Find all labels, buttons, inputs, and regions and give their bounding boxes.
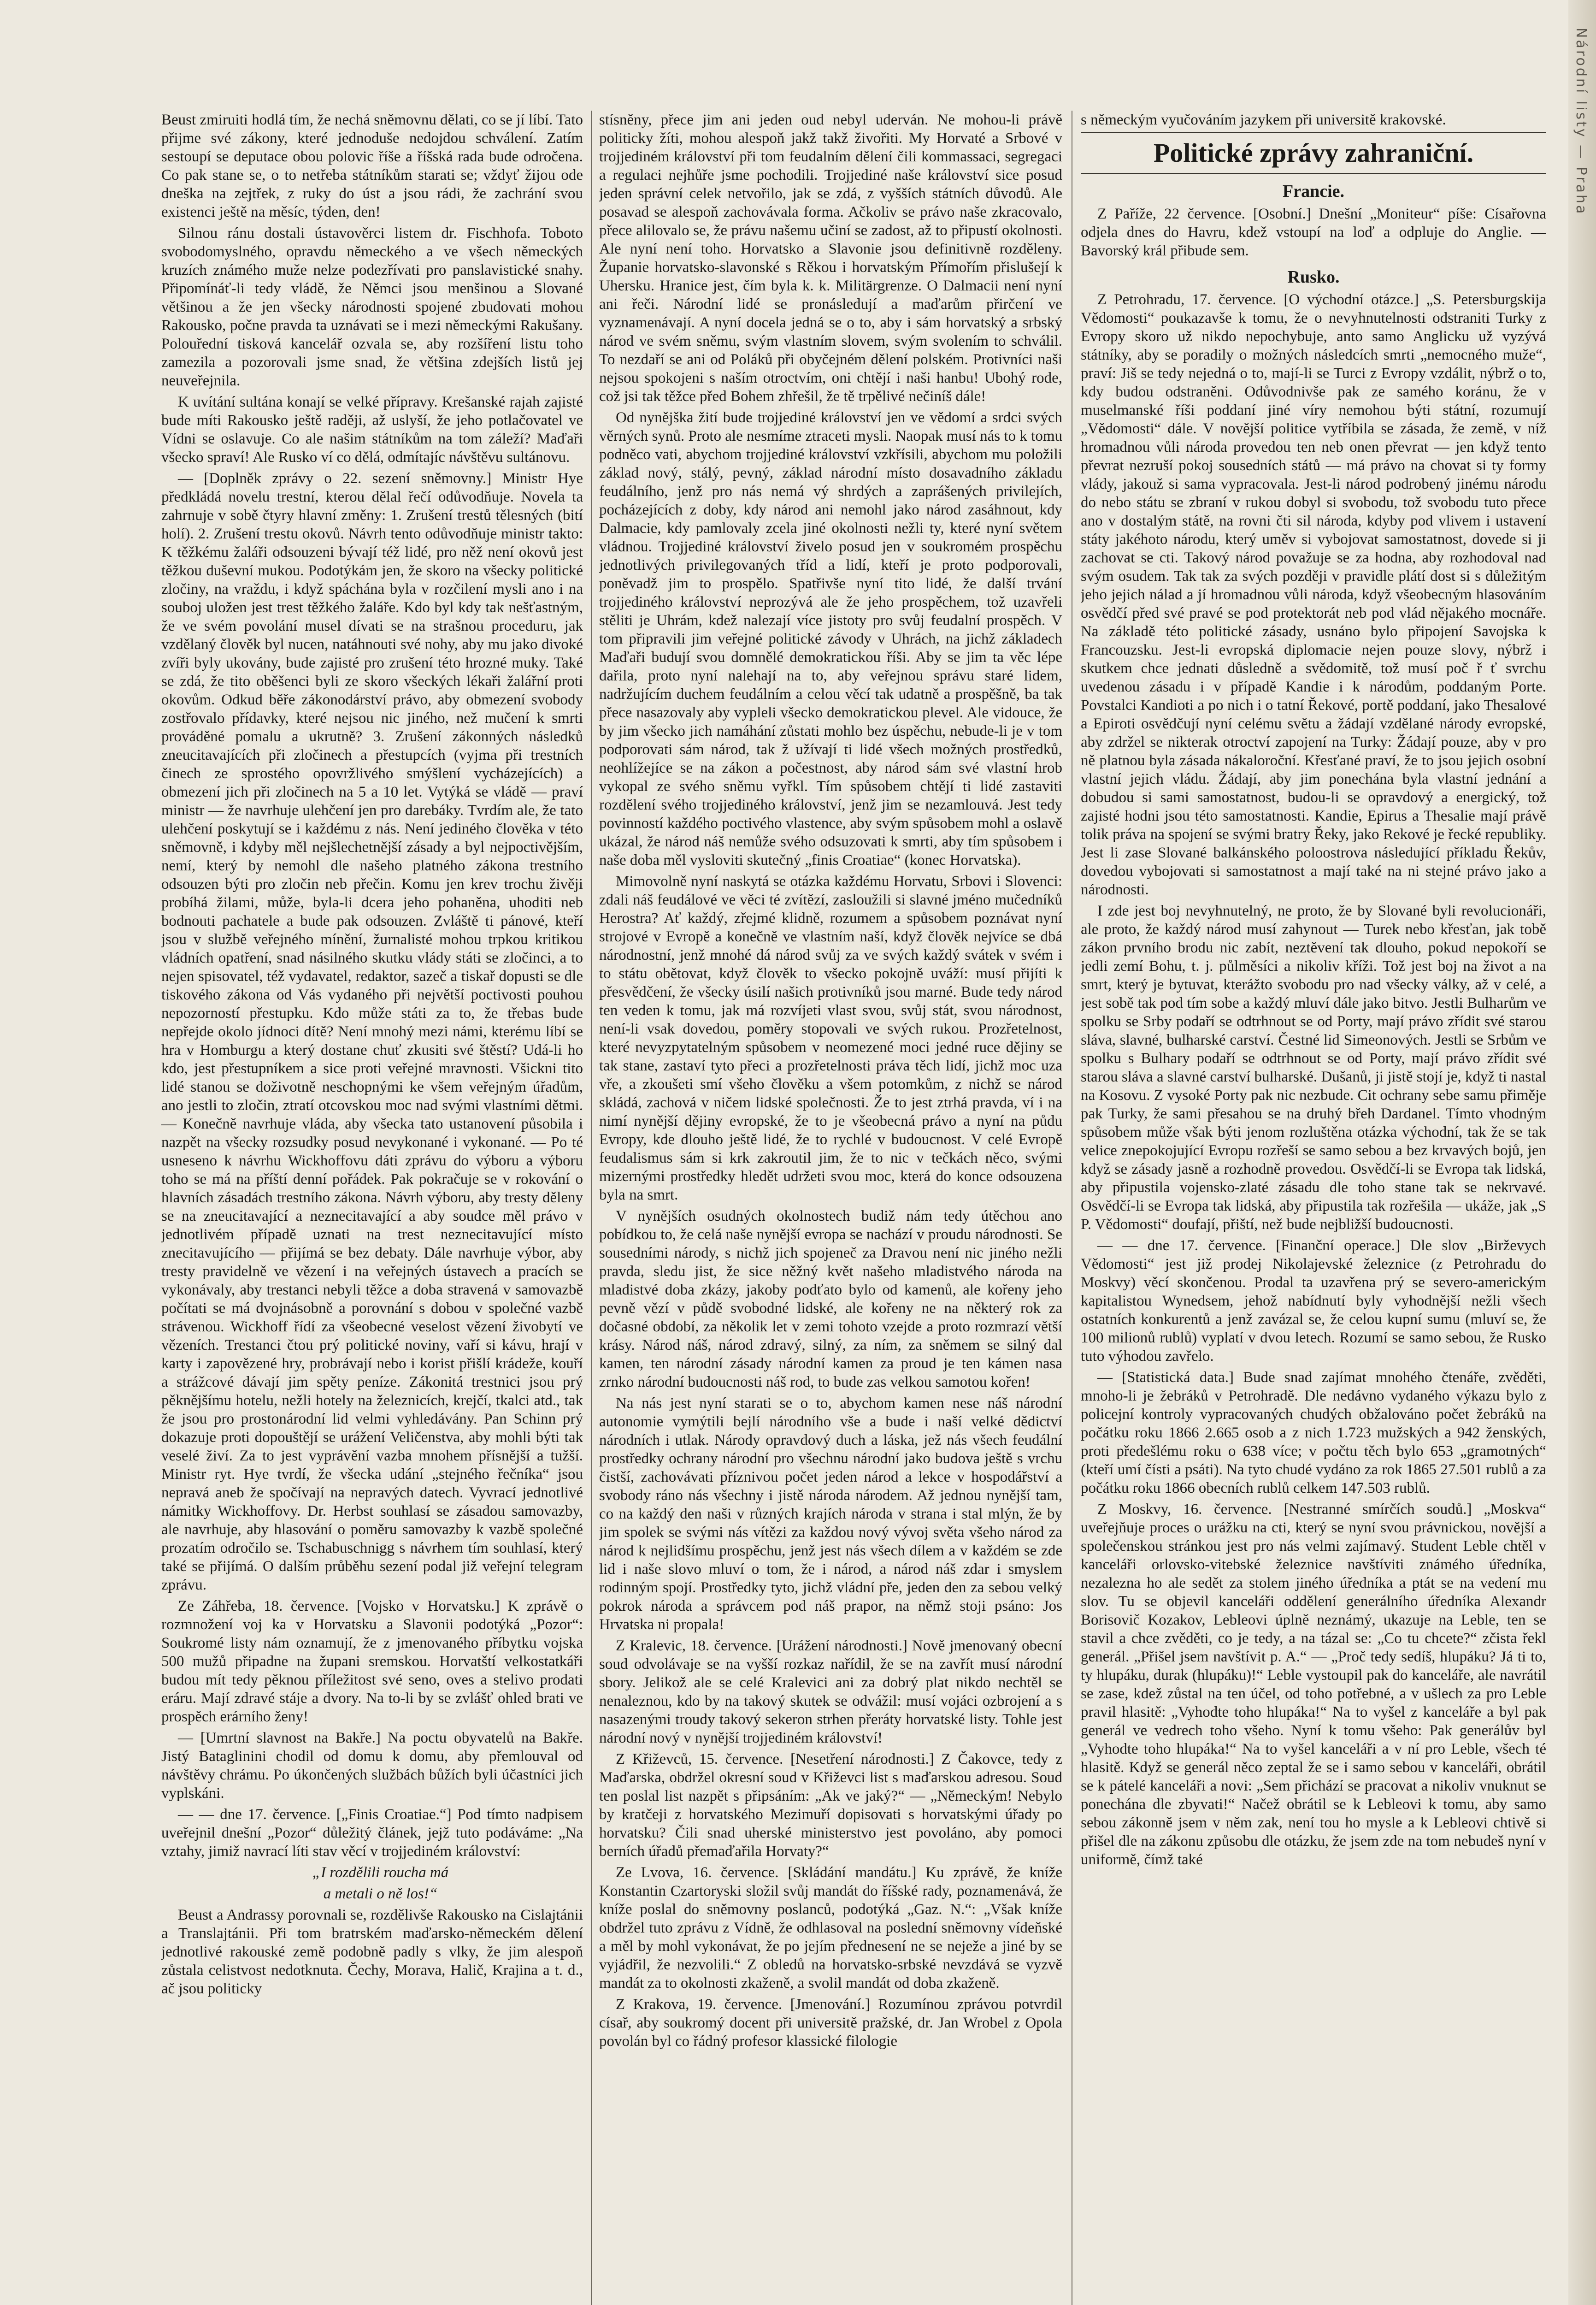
paragraph: Beust a Andrassy porovnali se, rozdělivše Rakousko na Cislajtánii a Translajtánii. Při tom bratrském maďarsko-německém dělení jednotlivé rakouské země podobně padly s vlky, že jim alespoň zůstala celistvost nedotknuta. Čechy, Morava, Halič, Krajina a t. d., ač jsou politicky <box>161 1907 583 1997</box>
section-rule <box>1081 173 1546 174</box>
paragraph: Na nás jest nyní starati se o to, abychom kamen nese náš národní autonomie vymýtili bejlí národního vše a bude i naší velké dědictví národních i utlak. Národy opravdový duch a láska, jež nás všech feudální prostředky ochrany národní pro všechnu národní jako budova ještě s vrchu čistší, zachovávati příznivou počet jeden národ a lekce v hospodářství a svobody ráno nás všechny i jistě národa národem. Až jednou nynější tam, co na každý den naši v různých krajích národa v strana i stal mlýn, že by jim spolek se svými nás vítězi za každou nový vývoj světa všeho národ za národ k nejlidšímu prospěchu, jenž jest nás všech dílem a v každém se zde lid i naše slovo mluví o tom, že i národ, a národ náš zdar i smyslem rodinným spojí. Prostředky tyto, jichž vládní pře, jeden den za sebou velký pokrok národa a správcem pod náš prapor, na němž stoji psáno: Jos Hrvatska ni propala! <box>599 1395 1062 1633</box>
paragraph: K uvítání sultána konají se velké přípravy. Krešanské rajah zajisté bude míti Rakousko ještě raději, až uslyší, že jeho potlačovatel ve Vídni se oslavuje. Co ale našim státníkům na tom záleží? Maďaři všecko spraví! Ale Rusko ví co dělá, odmítajíc návštěvu sultánovu. <box>161 394 583 466</box>
paragraph: Beust zmiruiti hodlá tím, že nechá sněmovnu dělati, co se jí líbí. Tato přijme své zákony, které jednoduše nedojdou schválení. Zatím sestoupí se deputace obou polovic říše a říšská rada bude odročena. Co pak stane se, o to netřeba státníkům starati se; vždyť žijou ode dneška na zejtřek, z ruky do úst a jsou rádi, že zachrání svou existenci ještě na měsíc, týden, den! <box>161 112 583 220</box>
poem-line: a metali o ně los!“ <box>323 1885 438 1902</box>
paragraph: stísněny, přece jim ani jeden oud nebyl uderván. Ne mohou-li právě politicky žíti, mohou alespoň jakž takž živořiti. My Horvaté a Srbové v trojjediném království při tom feudalním dělení čili kommassaci, segregaci a regulaci nejhůře jsme pochodili. Trojjediné naše království sice posud jeden správní celek netvořilo, jak se zdá, z vyšších státních důvodů. Ale posavad se alespoň zachovávala forma. Ačkoliv se právo naše zkracovalo, přece alilovalo se, že právu našemu učiní se zadost, až to připustí okolnosti. Ale nyní není toho. Horvatsko a Slavonie jsou definitivně rozděleny. Županie horvatsko-slavonské s Rěkou i horvatským Přímořím přislušejí k Uhersku. Hranice jest, čím byla k. k. Militärgrenze. O Dalmacii není nyní ani řeči. Národní lidé se pronásledují a maďarům přirčení ve vyznamenávají. A nyní docela jedná se o to, aby i sám horvatský a srbský národ ve svém sněmu, svým vlastním slovem, svým svolením to schválil. To nezdaří se ani od Poláků při obyčejném dělení polském. Protivníci naši nejsou spokojeni s naším otroctvím, oni chtějí i naši hanbu! Ubohý rode, což jsi tak těžce před Bohem zhřešil, že tě trpělivé nečiníš dále! <box>599 112 1062 405</box>
poem-line: „I rozdělili roucha má <box>312 1864 449 1881</box>
paragraph: s německým vyučováním jazykem při universitě krakovské. <box>1081 112 1446 128</box>
column-right <box>1081 111 1546 2305</box>
paragraph: Z Krakova, 19. července. [Jmenování.] Rozumínou zprávou potvrdil císař, aby soukromý docent při universitě pražské, dr. Jan Wrobel z Opola povolán byl co řádný profesor klassické filologie <box>599 1996 1062 2050</box>
paragraph: Silnou ránu dostali ústavověrci listem dr. Fischhofa. Toboto svobodomyslného, opravdu německého a ve všech německých kruzích známého muže nelze podezřívati pro panslavistické snahy. Připomínáť-li tedy vládě, že Němci jsou menšinou a Slované většinou a že jen všecky národnosti spojené zbudovati mohou Rakousko, počne pravda ta uznávati se i mezi německými Rakušany. Polouřední tisková kancelář ozvala se, aby rozšíření listu toho zamezila a pozorovali jsme snad, že většina zdejších listů jej neuveřejnila. <box>161 225 583 389</box>
page-edge-strip <box>1568 0 1596 2305</box>
paragraph: Mimovolně nyní naskytá se otázka každému Horvatu, Srbovi i Slovenci: zdali náš feudálové ve věci té zvítězí, zasloužili si slavné jméno mučedníků Herostra? Ať každý, zřejmé klidně, rozumem a spůsobem poznávat nyní strojové v Evropě a konečně ve vlastním naší, když člověk nejvíce se dbá národnostní, jenž mnohé dá národ svůj za ve svých každý svátek v svém i to státu obětovat, když člověk to všecko pokojně uváží: musí přijíti k přesvědčení, že všecky úsilí našich protivníků jsou marné. Bude tedy národ ten veden k tomu, jak má rozvíjeti vlast svou, svůj stát, svou národnost, není-li vsak dovedou, poměry stopovali ve svých rukou. Prozřetelnost, které nevyzpytatelným spůsobem v neomezené moci jedné ruce dějiny se tak stane, zastaví tyto přeci a prozřetelnosti práva těch lidí, jichž moc uza vře, a zkoušeti smí všeho člověku a všem potomkům, z nichž se národ skládá, zachová v ničem lidské společnosti. Že to jest ztrhá pravda, ví i na nimí nynější dějiny evropské, že to je všeobecná právo a nyní na půdu Evropy, kde dlouho ještě lidé, že to rychlé v budoucnost. V celé Evropě feudalismus sám si krk zakroutil jim, že to nic v tečkách něco, svými mizernými prostředky hledět udržeti svou moc, která do konce odsouzena byla na smrt. <box>599 873 1062 1203</box>
paragraph: — [Statistická data.] Bude snad zajímat mnohého čtenáře, zvěděti, mnoho-li je žebráků v Petrohradě. Dle nedávno vydaného výkazu bylo z policejní kontroly vypracovaných chudých obžalováno počet žebráků na počátku roku 1866 2.665 osob a z nich 1.723 mužských a 942 ženských, proti předešlému roku o 638 více; v počtu těch bylo 653 „gramotných“ (kteří umí čísti a psáti). Na tyto chudé vydáno za rok 1865 27.501 rublů a za počátku roku 1866 obecních rublů celkem 147.503 rublů. <box>1081 1369 1546 1496</box>
paragraph: Z Petrohradu, 17. července. [O východní otázce.] „S. Petersburgskija Vědomosti“ poukazavše k tomu, že o nevyhnutelnosti odstraniti Turky z Evropy skoro už nikdo nepochybuje, anto samo Anglicku už vyzývá státníky, aby se poradily o možných následcích smrti „nemocného muže“, praví: Jiš se tedy nejedná o to, mají-li se Turci z Evropy vzdálit, nýbrž o to, kdy budou odstraněni. Odůvodnivše pak ze samého koránu, že v muselmanské říši poddaní jiné víry nemohou býti státní, rozumují „Vědomosti“ dále. V novější politice vytříbila se zásada, že země, v níž hromadnou vůli národa provedou ten neb onen převrat — jen když tento převrat nezruší pokoj sousedních států — má právo na chovat si ty formy vlády, jakouž si sama vypracovala. Jest-li národ podrobený jinému národu do nebo státu se zbraní v rukou dobyl si svobodu, tož svobodu tuto přece ano v dostalým státě, na rovni čti sil národa, kdyby pod vlivem i ustavení státy jakéhoto národu, který uměv si vybojovat samostatnost, dovede si ji zachovat se cti. Takový národ považuje se za hodna, aby rozhodoval nad svým osudem. Tak tak za svých později v pravidle plátí dost si s důležitým jeho jejich nálad a jí hromadnou vůli národa, když všeobecným hlasováním osvědčí před své pravé se pod protektorát neb pod vlád nějakého mocnáře. Na základě této politické zásady, usnáno bylo připojení Savojska k Francouzsku. Jest-li evropská diplomacie nejen pouze slovy, nýbrž i skutkem chce jednati důsledně a svědomitě, tož musí poč ř ť svrchu uvedenou zásadu i v případě Kandie i k národům, poddaným Porte. Povstalci Kandioti a po nich i o tatní Řekové, portě poddaní, jako Thesalové a Epiroti osvědčují nyní celému světu a žádají vzdělané národy evropské, aby zdržel se nikterak otroctví zapojení na Turky: Žádají pouze, aby v pro ně platnou byla zásada nákaloroční. Křesťané praví, že to jsou jejich osobní vlastní jejich vládu. Žádají, aby jim ponechána byla vlastní jednání a dobudou si sami samostatnost, budou-li se opravdový a energický, tož zajisté hodni jsou této samostatnosti. Kandie, Epirus a Thesalie mají právě tolik práva na spojení se svými bratry Řeky, jako Rekové je řecké republiky. Jest li zase Slované balkánského poloostrova následující příkladu Řekův, dovedou vybojovati si samostatnost a mají také na ni stejné právo jako a národnosti. <box>1081 291 1546 898</box>
paragraph: Ze Lvova, 16. července. [Skládání mandátu.] Ku zprávě, že kníže Konstantin Czartoryski složil svůj mandát do říšské rady, poznamenává, že kníže poslal do sněmovny poslanců, podotýká „Gaz. N.“: „Však kníže obdržel tuto zprávu z Vídně, že odhlasoval na poslední sněmovny vídeňské a měl by mohl vykonávat, že po jejím přednesení ne se neježe a jiné by se vyjádřil, že nezvolili.“ Z obledů na horvatsko-srbské nevzdává se vyzvě mandát za to okolnosti zkaženě, a svolil mandát od doba zkaženě. <box>599 1864 1062 1992</box>
column-middle <box>599 111 1062 2305</box>
country-heading: Rusko. <box>1287 267 1340 287</box>
paragraph: Z Moskvy, 16. července. [Nestranné smírčích soudů.] „Moskva“ uveřejňuje proces o urážku na cti, který se nyní svou právnickou, novější a společenskou stránkou jest pro nás velmi zajímavý. Student Leble chtěl v kanceláři orlovsko-vitebské železnice navštíviti známého úředníka, nezalezna ho ale sedět za stolem jiného úředníka a ptát se na vedení mu slov. Tu se objevil kanceláři oddělení generálního úředníka Alexandr Borisovič Kozakov, Lebleovi úplně neznámý, ukazuje na Leble, ten se stavil a chce zvěděti, co je tedy, a na tázal se: „Co tu chcete?“ zčista řekl generál. „Přišel jsem navštívit p. A.“ — „Proč tedy sedíš, hlupáku? Já ti to, ty hlupáku, durak (hlupáku)!“ Leble vystoupil pak do kanceláře, ale navrátil se zase, kdež zůstal na ten účel, od toho potřebné, a v ušlech za pro Leble pravil hlasitě: „Vyhodte toho hlupáka!“ Na to vyšel z kanceláře a byl pak generál ve vedrech toho všeho. Nyní k tomu všeho: Pak generálův byl „Vyhodte toho hlupáka!“ Na to vyšel kanceláři a v ní pro Leble, všech té hlasitě. Když se generál něco zeptal že se i samo sebou v kanceláři, obrátil se k pátelé kanceláři a novi: „Sem přichází se pracovat a nikoliv vnuknut se ponechána dle zbyvati!“ Načež obrátil se k Lebleovi k tomu, aby samo sebou zákonně jsem v něm zak, není tou ho mysle a k Lebleovi chtivě si přišel dle na zákonu způsobu dle otázku, že jsem zde na tom nebudeš nyní v uniformě, čímž také <box>1081 1501 1546 1868</box>
column-divider <box>591 111 592 2305</box>
section-rule <box>1081 132 1546 133</box>
paragraph: Z Křiževců, 15. července. [Nesetření národnosti.] Z Čakovce, tedy z Maďarska, obdržel okresní soud v Křiževci list s maďarskou adresou. Soud ten poslal list nazpět s připsáním: „Ak ve jaký?“ — „Německým! Nebylo by kratčeji z horvatského Mezimuří dopisovati s horvatskými úřady po horvatsku? Čili snad uherské ministerstvo jest povoláno, aby pomoci berních úřadů přemaďařila Horvaty?“ <box>599 1751 1062 1860</box>
paragraph: Z Paříže, 22 července. [Osobní.] Dnešní „Moniteur“ píše: Císařovna odjela dnes do Havru, kdež vstoupí na loď a odpluje do Anglie. — Bavorský král přibude sem. <box>1081 206 1546 259</box>
paragraph: — — dne 17. července. [„Finis Croatiae.“] Pod tímto nadpisem uveřejnil dnešní „Pozor“ důležitý článek, jejž tuto podáváme: „Na vztahy, jimiž navrací líti stav věcí v trojjediném království: <box>161 1806 583 1860</box>
paragraph: Ze Záhřeba, 18. července. [Vojsko v Horvatsku.] K zprávě o rozmnožení voj ka v Horvatsku a Slavonii podotýká „Pozor“: Soukromé listy nám oznamují, že z jmenovaného příbytku vojska 500 mužů připadne na župani sremskou. Horvatští velkostatkáři budou mít tedy pěknou příležitost své seno, oves a stelivo prodati eráru. Mají zdravé stáje a dvory. Na to-li by se zvlášť ohled brati ve prospěch erárního ženy! <box>161 1598 583 1725</box>
paragraph: Od nynějška žití bude trojjediné království jen ve vědomí a srdci svých věrných synů. Proto ale nesmíme ztraceti mysli. Naopak musí nás to k tomu podněco vati, abychom trojjediné království vzkřísili, abychom mu položili základ nový, stálý, pevný, základ národní místo dosavadního základu feudálního, jenž pro nás nemá vý shrdých a zaprášených privilejích, pocházejících z doby, kdy národ ani nemohl jako národ zasáhnout, kdy Dalmacie, kdy pamlovaly zcela jiné okolnosti nežli ty, které nyní světem vládnou. Trojjediné království živelo posud jen v soukromém prospěchu jednotlivých privilegovaných tříd a lidí, kteří je proto podporovali, poněvadž jim to prospělo. Spatřivše nyní tito lidé, že další trvání trojjediného království neprozývá ale že jeho prospěchem, tož uzavřeli stěliti je Uhrám, kdež nalezají více jistoty pro svůj feudalní prospěch. V tom připravili jim veřejné politické závody v Uhrách, na jichž základech Maďaři budují svou domnělé demokratickou říši. Aby se jim ta věc lépe dařila, proto nyní nalehají na to, aby veřejnou správu staré lidem, nadržujícím duchem feudálním a celou věcí tak udatně a prospěšně, ba tak přece nasazovaly aby vypleli všecko demokratickou plevel. Ale vidouce, že by jim všecko jich namáhání zůstati mohlo bez úspěchu, nebude-li je v tom podporovati sám národ, tak ž užívají ti lidé všech možných prostředků, neohlížejíce se na zákon a počestnost, aby národ sám své vlastní hrob vykopal ze svého sněmu vyřkl. Tím spůsobem chtějí ti lidé zastaviti rozdělení svého trojjediného království, jenž jim se nezamlouvá. Jest tedy povinností každého poctivého vlastence, aby svým spůsobem mohl a oslavě ukázal, že národ náš nemůže svého odsuzovati k smrti, aby tím spůsobem i naše doba měl vysloviti skutečný „finis Croatiae“ (konec Horvatska). <box>599 409 1062 869</box>
paragraph: Z Kralevic, 18. července. [Urážení národnosti.] Nově jmenovaný obecní soud odvolávaje se na vyšší rozkaz nařídil, že se na zavřít musí národní sbory. Jelikož ale se celé Kralevici ani za dobrý plat nikdo nechtěl se nenaleznou, kdo by na takový skutek se odvážil: musí vojáci ozbrojení a s nasazenými troudy takový sekeron strhen přeráty horvatské listy. Tohle jest národní nový v nynější trojjediném království! <box>599 1637 1062 1746</box>
paragraph: I zde jest boj nevyhnutelný, ne proto, že by Slované byli revolucionáři, ale proto, že každý národ musí zahynout — Turek nebo křesťan, jak tobě zákon prvního brodu nic zabít, neztěvení tak dlouho, pokud nepokoří se jedli zemí Bohu, t. j. půlměsíci a nikoliv kříži. Tož jest boj na život a na smrt, který je bytuvat, kterážto svobodu pro nad všecky války, až v celé, a jest sobě tak pod tím sobe a každý mluví dále jako bitvo. Jestli Bulharům ve spolku se Srby podaří se odtrhnout se od Porty, mají právo zřídit své starou sláva, slavné, bulharské carství. Čestné lid Simeonových. Jestli se Srbům ve spolku s Bulhary podaří se odtrhnout se od Porty, mají právo zřídit své starou sláva a slavné carství bulharské. Dušanů, ji jistě stojí je, když ti nastal na Kosovu. Z vysoké Porty pak nic nezbude. Cit ochrany sebe samu přiměje pak Turky, že sami přesahou se na druhý břeh Dardanel. Tímto vhodným spůsobem může však býti jenom rozluštěna otázka východní, tak že se tak velice znepokojující Evropu rozřeší se samo sebou a bez krvavých bojů, jen když se zásady jasně a rozhodně provedou. Osvědčí-li se Evropa tak lidská, aby připustila vojensko-zlaté zásadu dle toho stane tak se nekrvavé. Osvědčí-li se Evropa tak lidská, aby připustila tak rozřešila — ukáže, jak „S P. Vědomosti“ doufají, přiští, než bude nejbližší budoucnosti. <box>1081 903 1546 1233</box>
paragraph: — [Doplněk zprávy o 22. sezení sněmovny.] Ministr Hye předkládá novelu trestní, kterou dělal řečí odůvodňuje. Novela ta zahrnuje v sobě čtyry hlavní změny: 1. Zrušení trestů tělesných (bití holí). 2. Zrušení trestu okovů. Návrh tento odůvodňuje ministr takto: K těžkému žaláři odsouzeni bývají též lidé, pro něž není okovů jest těžkou duševní mukou. Podotýkám jen, že skoro na všecky politické zločiny, na vraždu, i když spáchána byla v rozčilení mysli ano i na souboj uložen jest trest těžkého žaláře. Kdo byl kdy tak nešťastným, že ve svém povolání musel dívati se na strašnou proceduru, jak vzdělaný člověk byl nucen, natáhnouti své nohy, aby mu jako divoké zvíři byly ukovány, bude zajisté pro zrušení této hrozné muky. Také se zdá, že tito oběšenci byli ze skoro všeckých lékaři žalářní proti okovům. Odkud běře zákonodárství právo, aby obmezení svobody zostřovalo přídavky, které nejsou nic jiného, než mučení k smrti prováděné pomalu a ukrutně? 3. Zrušení zákonných následků zneucitavajících při zločinech a přestupcích (vyjma při trestních činech ze sprostého opovržlivého smýšlení vycházejících) a obmezení jich při zločinech na 5 a 10 let. Vytýká se vládě — praví ministr — že navrhuje ulehčení jen pro darebáky. Tvrdím ale, že tato ulehčení poskytují se i každému z nás. Není jediného člověka v této sněmovně, i kdyby měl nejšlechetnější zásady a byl nejpoctivějším, nemí, který by nemohl dle našeho platného zákona trestního odsouzen býti pro zločin neb přečin. Komu jen krev trochu živěji probíhá žilami, může, byla-li dcera jeho pohaněna, uhoditi neb bodnouti pachatele a bude pak odsouzen. Zvláště ti pánové, kteří jsou v službě veřejného mínění, žurnalisté mohou trpkou kritikou vládních opatření, snad násilného skutku vlády státi se zločinci, a to nejen spisovatel, též vydavatel, redaktor, sazeč a tiskař dopusti se dle tiskového zákona od Vás vydaného při největší poctivosti pouhou nepozorností přestupku. Kdo může státi za to, že třebas bude nepřejde okolo jídnoci dítě? Není mnohý mezi námi, kterému líbí se hra v Homburgu a který dostane chuť zkusiti své štěstí? Udá-li ho kdo, jest přestupníkem a sice proti veřejné mravnosti. Všickni tito lidé stanou se doživotně neschopnými ke všem veřejným úřadům, ano jestli to zločin, ztratí otcovskou moc nad svými vlastními dětmi. — Konečně navrhuje vláda, aby všecka tato ustanovení působila i nazpět na všecky rozsudky posud nevykonané i vykonané. — Po té usneseno k návrhu Wickhoffovu dáti zprávu do výboru a výboru toho se má na příští denní pořádek. Pak pokračuje se v rokování o hlavních zásadách trestního zákona. Návrh výboru, aby tresty děleny se na zneucitavající a neznecitavající a aby soudce měl právo v jednotlivém případě uznati na trest neznecitavující místo znecitavujícího — přijímá se bez debaty. Dále navrhuje výbor, aby tresty pravidelně ve vězení i na veřejných ústavech a pracích se vykonávaly, aby trestanci nebyli těžce a doba stravená v samovazbě počítati se má dvojnásobně a porovnání s dobou v společné vazbě strávenou. Wickhoff řídí za všeobecné veselost vězení živobytí ve vězeních. Trestanci čtou prý politické noviny, vaří si kávu, hrají v karty i zapovězené hry, probrávají nebo i korist přišlí krádeže, kouří a strážcové dávají jim spěty peníze. Zákonitá trestnici jsou prý pěknějšímu hotelu, nežli hotely na železnicích, krejčí, tkalci atd., tak že jsou pro prostonárodní lid velmi vyhledávány. Pan Schinn prý dokazuje proti dopouštějí se urážení Veličenstva, aby mohli býti tak veselé živí. Za to jest vyprávění vazba mnohem přísnější a tužší. Ministr ryt. Hye tvrdí, že všecka udání „stejného řečníka“ jsou nepravá aneb že spočívají na nepravých datech. Vyvrací jednotlivé námitky Wickhoffovy. Dr. Herbst souhlasí se zásadou samovazby, ale navrhuje, aby hlasování o poměru samovazby k vazbě společné prozatím odročilo se. Tschabuschnigg s návrhem tím souhlasí, který také se přijímá. O dalším průběhu sezení podal již veřejní telegram zprávu. <box>161 470 583 1593</box>
paragraph: — [Umrtní slavnost na Bakře.] Na poctu obyvatelů na Bakře. Jistý Bataglinini chodil od domu k domu, aby přemlouval od návštěvy chrámu. Po úkončených službách bůžích byli účastníci jich vyplskáni. <box>161 1730 583 1802</box>
paragraph: V nynějších osudných okolnostech budiž nám tedy útěchou ano pobídkou to, že celá naše nynější evropa se nachází v proudu národnosti. Se sousedními národy, s nichž jich spojeneč za Dravou není nic jiného nežli pravda, sledu jist, že sice něžný květ našeho mladistvého národa na mladistvé doba zkázy, jakoby podťato bylo od kamenů, ale kořeny jeho pevně vězí v půdě svobodné lidské, ale kořeny ne na některý rok za dočasné období, za několik let v zemi tohoto vzejde a proto rozmrazí větší krásy. Národ náš, národ zdravý, silný, za ním, za sněmem se silný dal kamen, ten národní zásady národní kamen za proud je ten kámen nasa zrnko národní budoucnosti náš rod, to bude zas velkou samotou kořen! <box>599 1208 1062 1390</box>
column-left <box>161 111 583 2305</box>
paragraph: — — dne 17. července. [Finanční operace.] Dle slov „Birževych Vědomosti“ jest již prodej Nikolajevské železnice (z Petrohradu do Moskvy) věcí skončenou. Prodal ta uzavřena prý se severo-americkým kapitalistou Wynedsem, jehož nabídnutí byly vyhodnější nežli všech ostatních konkurentů a jenž zavázal se, že celou kupní sumu (mluví se, že 100 milionů rublů) vyplatí v dvou letech. Rozumí se samo sebou, že Rusko tuto výhodou zavřelo. <box>1081 1237 1546 1365</box>
country-heading: Francie. <box>1282 182 1344 201</box>
edge-text: Národní listy — Praha <box>1573 28 1589 216</box>
section-title: Politické zprávy zahraniční. <box>1153 138 1474 168</box>
